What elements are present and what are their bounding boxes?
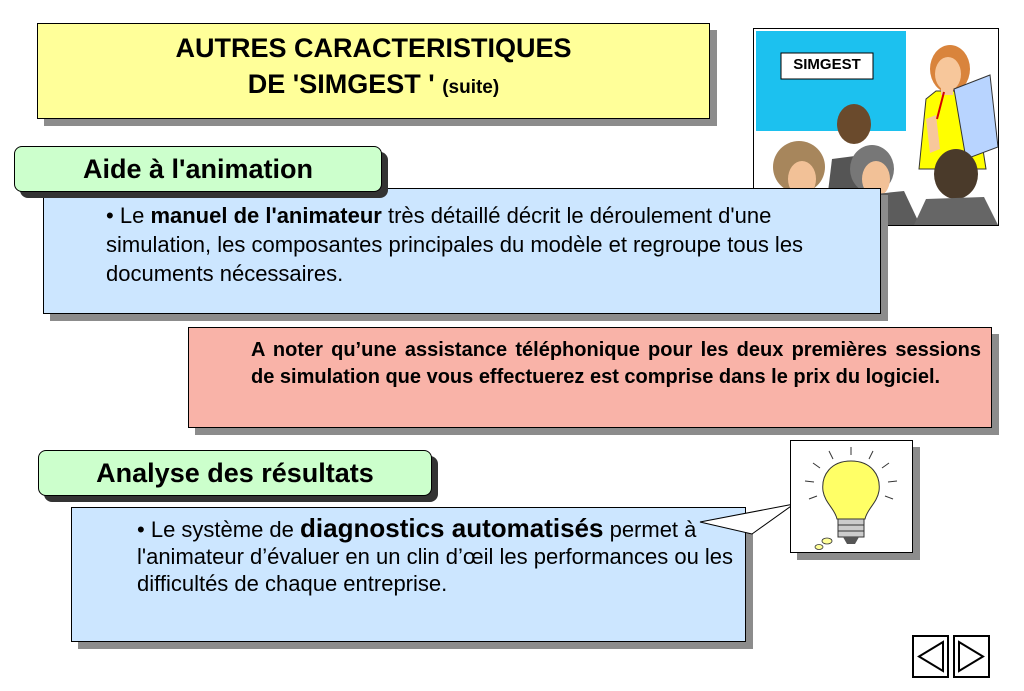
- bullet: •: [137, 517, 145, 542]
- results-analysis-panel: [71, 507, 746, 642]
- previous-slide-button[interactable]: [912, 635, 949, 678]
- slide-title: [37, 23, 710, 119]
- triangle-right-icon: [955, 637, 988, 676]
- title-suffix: (suite): [442, 77, 500, 98]
- lightbulb-icon: [790, 440, 913, 553]
- bullet: •: [106, 203, 114, 228]
- title-line-1: AUTRES CARACTERISTIQUES: [175, 33, 572, 63]
- section-heading-animation: Aide à l'animation: [14, 146, 382, 192]
- note-text: A noter qu’une assistance téléphonique pour les deux premières sessions de simulation que vous effectuerez est comprise dans le prix du logiciel.: [251, 339, 981, 388]
- animation-aid-panel: [43, 188, 881, 314]
- text-rest: permet à l'animateur d’évaluer en un clin d’œil les performances ou les difficultés de chaque entreprise.: [137, 517, 734, 596]
- section-heading-results: Analyse des résultats: [38, 450, 432, 496]
- triangle-left-icon: [914, 637, 947, 676]
- results-analysis-text: [137, 515, 742, 597]
- animation-aid-text: [106, 201, 876, 288]
- lightbulb-drawing: [791, 441, 912, 552]
- board-label: SIMGEST: [793, 56, 861, 73]
- title-line-2: [38, 66, 709, 106]
- text-bold: manuel de l'animateur: [150, 203, 382, 228]
- next-slide-button[interactable]: [953, 635, 990, 678]
- title-main: DE 'SIMGEST ': [247, 69, 435, 99]
- text-prefix: Le système de: [150, 517, 294, 542]
- text-prefix: Le: [119, 203, 145, 228]
- callout-pointer: [690, 500, 800, 560]
- text-bold: diagnostics automatisés: [300, 513, 604, 543]
- phone-support-note: [188, 327, 992, 428]
- text-rest: très détaillé décrit le déroulement d'une simulation, les composantes principales du modèle et regroupe tous les documents nécessaires.: [106, 203, 804, 286]
